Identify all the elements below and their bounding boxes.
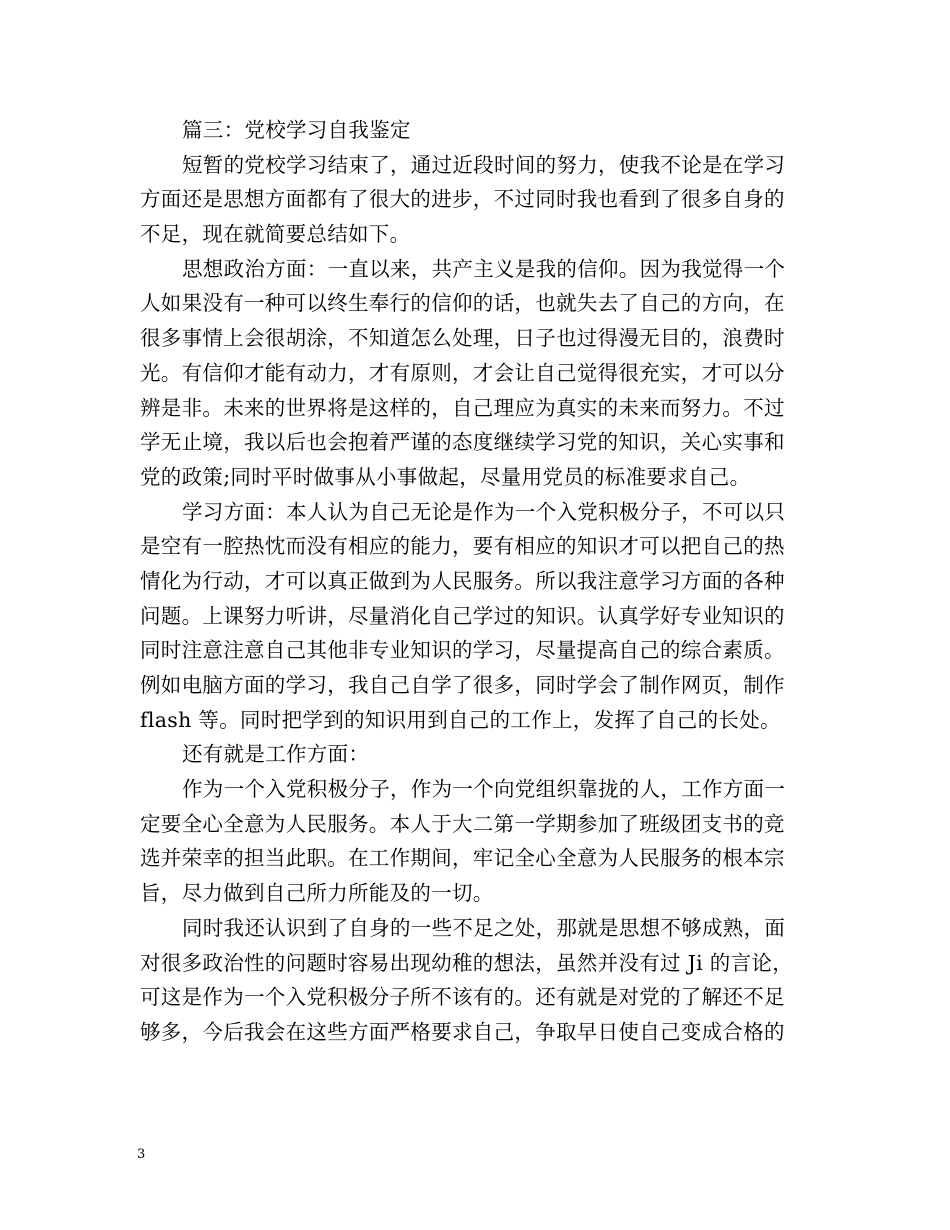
text-line: 够多，今后我会在这些方面严格要求自己，争取早日使自己变成合格的 <box>140 1019 785 1044</box>
text-line: 学无止境，我以后也会抱着严谨的态度继续学习党的知识，关心实事和 <box>140 430 785 455</box>
text-line: 问题。上课努力听讲，尽量消化自己学过的知识。认真学好专业知识的 <box>140 603 785 628</box>
text-line: 同时注意注意自己其他非专业知识的学习，尽量提高自己的综合素质。 <box>140 638 785 663</box>
text-line: 很多事情上会很胡涂，不知道怎么处理，日子也过得漫无目的，浪费时 <box>140 326 785 351</box>
page-number: 3 <box>137 1147 146 1162</box>
text-line: 人如果没有一种可以终生奉行的信仰的话，也就失去了自己的方向，在 <box>140 291 785 316</box>
text-line: 选并荣幸的担当此职。在工作期间，牢记全心全意为人民服务的根本宗 <box>140 846 785 871</box>
text-line: 不足，现在就简要总结如下。 <box>140 222 411 247</box>
text-line: 学习方面：本人认为自己无论是作为一个入党积极分子，不可以只 <box>182 499 786 524</box>
text-line: 同时我还认识到了自身的一些不足之处，那就是思想不够成熟，面 <box>182 915 786 940</box>
text-line: 短暂的党校学习结束了，通过近段时间的努力，使我不论是在学习 <box>182 152 786 177</box>
text-line: 可这是作为一个入党积极分子所不该有的。还有就是对党的了解还不足 <box>140 985 785 1010</box>
text-line: 还有就是工作方面： <box>182 742 370 767</box>
text-line: 作为一个入党积极分子，作为一个向党组织靠拢的人，工作方面一 <box>182 777 786 802</box>
text-line: 党的政策;同时平时做事从小事做起，尽量用党员的标准要求自己。 <box>140 464 751 489</box>
text-line: 方面还是思想方面都有了很大的进步，不过同时我也看到了很多自身的 <box>140 187 785 212</box>
text-line: 对很多政治性的问题时容易出现幼稚的想法，虽然并没有过 Ji 的言论， <box>140 950 794 975</box>
text-line: 是空有一腔热忱而没有相应的能力，要有相应的知识才可以把自己的热 <box>140 534 785 559</box>
text-line: 定要全心全意为人民服务。本人于大二第一学期参加了班级团支书的竞 <box>140 811 785 836</box>
text-line: 思想政治方面：一直以来，共产主义是我的信仰。因为我觉得一个 <box>182 256 786 281</box>
text-line: 例如电脑方面的学习，我自己自学了很多，同时学会了制作网页，制作 <box>140 673 785 697</box>
document-body <box>140 113 815 1050</box>
text-line: flash 等。同时把学到的知识用到自己的工作上，发挥了自己的长处。 <box>140 707 781 732</box>
text-line: 辨是非。未来的世界将是这样的，自己理应为真实的未来而努力。不过 <box>140 395 785 420</box>
text-line: 篇三：党校学习自我鉴定 <box>182 118 411 142</box>
text-line: 光。有信仰才能有动力，才有原则，才会让自己觉得很充实，才可以分 <box>140 360 785 385</box>
text-line: 情化为行动，才可以真正做到为人民服务。所以我注意学习方面的各种 <box>140 568 785 593</box>
text-line: 旨，尽力做到自己所力所能及的一切。 <box>140 881 494 906</box>
